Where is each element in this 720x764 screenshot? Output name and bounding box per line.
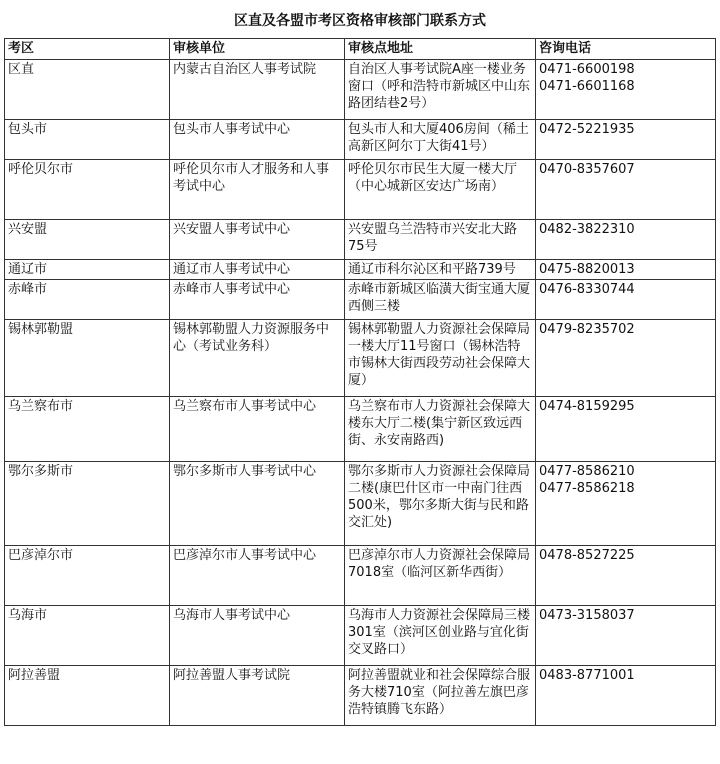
cell-address: 自治区人事考试院A座一楼业务窗口（呼和浩特市新城区中山东路团结巷2号） <box>345 60 536 120</box>
table-row <box>5 160 716 220</box>
cell-address: 巴彦淖尔市人力资源社会保障局7018室（临河区新华西街） <box>345 546 536 606</box>
cell-address: 乌兰察布市人力资源社会保障大楼东大厅二楼(集宁新区致远西街、永安南路西) <box>345 397 536 462</box>
cell-unit: 通辽市人事考试中心 <box>170 260 345 280</box>
cell-address: 通辽市科尔沁区和平路739号 <box>345 260 536 280</box>
table-row <box>5 60 716 120</box>
cell-phone <box>536 160 716 220</box>
phone-number: 0476-8330744 <box>539 282 635 297</box>
cell-address: 乌海市人力资源社会保障局三楼301室（滨河区创业路与宜化街交叉路口） <box>345 606 536 666</box>
cell-phone <box>536 120 716 160</box>
table-row <box>5 666 716 726</box>
cell-region: 巴彦淖尔市 <box>5 546 170 606</box>
cell-unit: 内蒙古自治区人事考试院 <box>170 60 345 120</box>
cell-unit: 赤峰市人事考试中心 <box>170 280 345 320</box>
cell-address: 鄂尔多斯市人力资源社会保障局二楼(康巴什区市一中南门往西500米，鄂尔多斯大街与民和路交汇处) <box>345 462 536 546</box>
cell-phone <box>536 546 716 606</box>
cell-phone <box>536 280 716 320</box>
cell-unit: 呼伦贝尔市人才服务和人事考试中心 <box>170 160 345 220</box>
phone-number: 0483-8771001 <box>539 668 635 683</box>
cell-unit: 锡林郭勒盟人力资源服务中心（考试业务科） <box>170 320 345 397</box>
contact-table <box>4 38 716 726</box>
cell-unit: 乌兰察布市人事考试中心 <box>170 397 345 462</box>
cell-unit: 巴彦淖尔市人事考试中心 <box>170 546 345 606</box>
cell-phone <box>536 260 716 280</box>
table-row <box>5 260 716 280</box>
phone-number: 0470-8357607 <box>539 162 635 177</box>
phone-number: 0472-5221935 <box>539 122 635 137</box>
cell-unit: 鄂尔多斯市人事考试中心 <box>170 462 345 546</box>
header-region: 考区 <box>5 39 170 60</box>
cell-phone <box>536 606 716 666</box>
table-row <box>5 320 716 397</box>
cell-region: 通辽市 <box>5 260 170 280</box>
page-title: 区直及各盟市考区资格审核部门联系方式 <box>234 13 486 29</box>
phone-number: 0479-8235702 <box>539 322 635 337</box>
table-row <box>5 280 716 320</box>
cell-address: 包头市人和大厦406房间（稀土高新区阿尔丁大街41号） <box>345 120 536 160</box>
cell-phone <box>536 320 716 397</box>
table-row <box>5 606 716 666</box>
phone-number: 0471-6601168 <box>539 79 635 94</box>
cell-phone <box>536 60 716 120</box>
phone-number: 0477-8586210 <box>539 464 635 479</box>
cell-unit: 包头市人事考试中心 <box>170 120 345 160</box>
cell-region: 包头市 <box>5 120 170 160</box>
phone-number: 0473-3158037 <box>539 608 635 623</box>
cell-region: 阿拉善盟 <box>5 666 170 726</box>
phone-number: 0477-8586218 <box>539 481 635 496</box>
table-header-row <box>5 39 716 60</box>
phone-number: 0482-3822310 <box>539 222 635 237</box>
table-row <box>5 120 716 160</box>
cell-phone <box>536 462 716 546</box>
cell-region: 鄂尔多斯市 <box>5 462 170 546</box>
cell-region: 乌海市 <box>5 606 170 666</box>
cell-address: 赤峰市新城区临潢大街宝通大厦西侧三楼 <box>345 280 536 320</box>
table-row <box>5 546 716 606</box>
cell-region: 乌兰察布市 <box>5 397 170 462</box>
cell-region: 赤峰市 <box>5 280 170 320</box>
phone-number: 0475-8820013 <box>539 262 635 277</box>
table-row <box>5 220 716 260</box>
table-row <box>5 462 716 546</box>
phone-number: 0474-8159295 <box>539 399 635 414</box>
cell-region: 呼伦贝尔市 <box>5 160 170 220</box>
cell-phone <box>536 666 716 726</box>
cell-region: 兴安盟 <box>5 220 170 260</box>
cell-phone <box>536 220 716 260</box>
header-phone: 咨询电话 <box>536 39 716 60</box>
table-row <box>5 397 716 462</box>
cell-address: 兴安盟乌兰浩特市兴安北大路75号 <box>345 220 536 260</box>
cell-region: 锡林郭勒盟 <box>5 320 170 397</box>
header-address: 审核点地址 <box>345 39 536 60</box>
cell-phone <box>536 397 716 462</box>
cell-address: 呼伦贝尔市民生大厦一楼大厅（中心城新区安达广场南） <box>345 160 536 220</box>
cell-unit: 阿拉善盟人事考试院 <box>170 666 345 726</box>
cell-address: 阿拉善盟就业和社会保障综合服务大楼710室（阿拉善左旗巴彦浩特镇腾飞东路） <box>345 666 536 726</box>
cell-unit: 乌海市人事考试中心 <box>170 606 345 666</box>
cell-region: 区直 <box>5 60 170 120</box>
header-unit: 审核单位 <box>170 39 345 60</box>
cell-unit: 兴安盟人事考试中心 <box>170 220 345 260</box>
phone-number: 0471-6600198 <box>539 62 635 77</box>
phone-number: 0478-8527225 <box>539 548 635 563</box>
cell-address: 锡林郭勒盟人力资源社会保障局一楼大厅11号窗口（锡林浩特市锡林大街西段劳动社会保障大厦） <box>345 320 536 397</box>
